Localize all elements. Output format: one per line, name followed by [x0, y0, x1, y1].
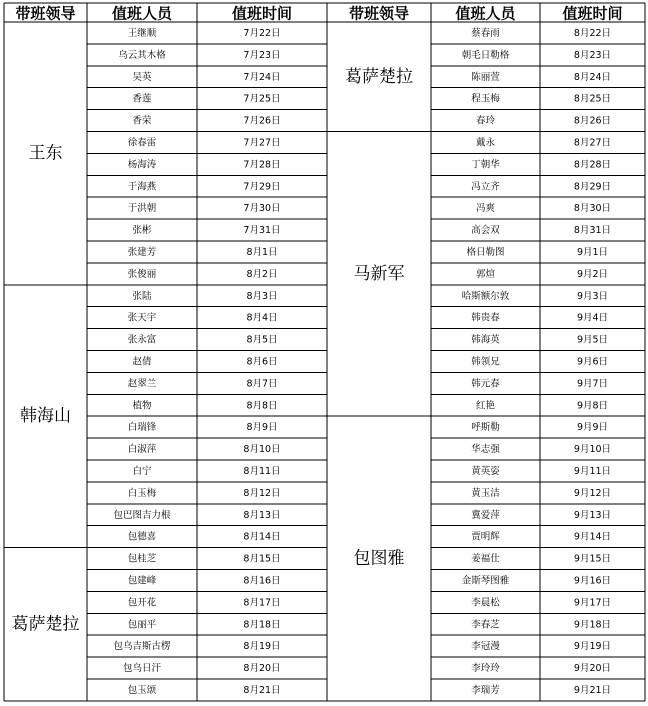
- right-duty-date: 9月10日: [573, 444, 612, 456]
- left-duty-date: 8月20日: [243, 663, 281, 675]
- left-duty-person: 张天宇: [127, 312, 157, 324]
- left-duty-person: 包丽平: [127, 619, 157, 631]
- left-duty-person: 张陆: [132, 290, 152, 302]
- right-duty-date: 8月29日: [573, 181, 612, 193]
- right-duty-date: 9月4日: [576, 312, 609, 324]
- left-duty-person: 杨海涛: [127, 159, 157, 171]
- left-duty-date: 7月29日: [243, 181, 281, 193]
- right-duty-person: 郭煊: [475, 268, 496, 280]
- left-duty-person: 香莲: [132, 93, 152, 105]
- left-duty-date: 8月21日: [243, 684, 281, 696]
- left-duty-person: 张俊丽: [127, 268, 157, 280]
- left-duty-person: 赵倩: [132, 356, 152, 368]
- right-duty-date: 9月5日: [576, 334, 609, 346]
- left-duty-date: 7月22日: [243, 27, 281, 39]
- right-duty-person: 李晨松: [471, 597, 500, 609]
- right-duty-date: 9月7日: [576, 378, 609, 390]
- right-duty-date: 8月22日: [573, 27, 612, 39]
- right-duty-date: 9月14日: [573, 531, 612, 543]
- right-duty-person: 华志强: [471, 444, 500, 456]
- left-duty-person: 于海燕: [127, 181, 157, 193]
- right-duty-date: 9月20日: [573, 663, 612, 675]
- right-duty-date: 9月15日: [573, 553, 612, 565]
- left-duty-person: 包开花: [127, 597, 157, 609]
- right-duty-person: 贾明辉: [471, 531, 500, 543]
- right-duty-date: 9月21日: [573, 684, 612, 696]
- left-duty-person: 赵翠兰: [127, 378, 157, 390]
- left-duty-date: 8月19日: [243, 641, 281, 653]
- right-duty-date: 8月27日: [573, 137, 612, 149]
- right-duty-person: 韩海英: [471, 334, 500, 346]
- left-duty-date: 8月15日: [243, 553, 281, 565]
- right-duty-date: 9月12日: [573, 487, 612, 499]
- right-duty-person: 韩贵春: [471, 312, 500, 324]
- left-duty-person: 白宁: [132, 465, 152, 477]
- left-duty-person: 王继顺: [127, 27, 157, 39]
- right-leader-name: 葛萨楚拉: [345, 66, 413, 87]
- right-duty-person: 程玉梅: [471, 93, 500, 105]
- right-duty-date: 9月18日: [573, 619, 612, 631]
- left-duty-date: 8月16日: [243, 575, 281, 587]
- left-duty-date: 8月8日: [246, 400, 278, 412]
- left-duty-person: 白玉梅: [127, 487, 157, 499]
- header-cell: 值班时间: [231, 4, 293, 23]
- right-duty-person: 朝毛日勒格: [461, 49, 510, 61]
- right-duty-date: 9月2日: [576, 268, 609, 280]
- right-duty-date: 9月16日: [573, 575, 612, 587]
- right-duty-date: 9月8日: [576, 400, 609, 412]
- left-duty-date: 8月12日: [243, 487, 281, 499]
- right-duty-person: 春玲: [475, 115, 496, 127]
- left-duty-person: 包玉颂: [127, 684, 157, 696]
- right-duty-date: 9月17日: [573, 597, 612, 609]
- right-duty-person: 李瑞芳: [471, 684, 500, 696]
- right-duty-person: 高会双: [471, 225, 500, 237]
- right-duty-date: 8月30日: [573, 203, 612, 215]
- right-duty-date: 8月31日: [573, 225, 612, 237]
- left-duty-person: 张彬: [132, 225, 152, 237]
- right-duty-date: 8月23日: [573, 49, 612, 61]
- right-duty-person: 韩元春: [471, 378, 500, 390]
- right-duty-person: 冯爽: [475, 203, 496, 215]
- right-duty-person: 陈丽萱: [471, 71, 500, 83]
- left-duty-person: 包桂芝: [127, 553, 157, 565]
- left-duty-person: 吴英: [132, 71, 152, 83]
- left-duty-date: 8月10日: [243, 444, 281, 456]
- header-cell: 值班人员: [455, 4, 516, 23]
- right-duty-person: 蔡春雨: [471, 27, 500, 39]
- right-leader-name: 马新军: [353, 263, 405, 284]
- left-duty-date: 8月5日: [246, 334, 278, 346]
- left-duty-date: 8月2日: [246, 268, 278, 280]
- left-duty-date: 8月3日: [246, 290, 278, 302]
- left-duty-date: 8月11日: [243, 465, 281, 477]
- left-duty-date: 7月24日: [243, 71, 281, 83]
- right-duty-person: 冯立齐: [471, 181, 500, 193]
- left-leader-name: 韩海山: [20, 406, 71, 427]
- left-duty-person: 白瑞锋: [127, 422, 157, 434]
- right-duty-person: 红艳: [475, 400, 496, 412]
- right-duty-person: 丁朝华: [471, 159, 500, 171]
- right-duty-date: 9月6日: [576, 356, 609, 368]
- right-duty-person: 姜福仕: [471, 553, 500, 565]
- left-duty-date: 8月1日: [246, 246, 278, 258]
- left-duty-person: 张永富: [127, 334, 157, 346]
- left-duty-date: 7月27日: [243, 137, 281, 149]
- left-duty-person: 于洪朝: [127, 203, 157, 215]
- left-duty-date: 7月25日: [243, 93, 281, 105]
- left-duty-date: 7月30日: [243, 203, 281, 215]
- left-duty-date: 8月17日: [243, 597, 281, 609]
- right-duty-person: 呼斯勒: [471, 422, 500, 434]
- right-duty-person: 格日勒图: [466, 246, 505, 258]
- right-duty-person: 黄玉洁: [471, 487, 500, 499]
- header-cell: 带班领导: [348, 4, 410, 23]
- right-duty-date: 8月28日: [573, 159, 612, 171]
- left-duty-date: 8月7日: [246, 378, 278, 390]
- left-duty-date: 8月9日: [246, 422, 278, 434]
- right-duty-date: 9月11日: [573, 465, 612, 477]
- left-duty-person: 包乌日汗: [122, 663, 162, 675]
- header-cell: 值班时间: [562, 4, 623, 23]
- left-leader-name: 王东: [28, 143, 63, 164]
- left-duty-person: 白淑萍: [127, 444, 157, 456]
- left-duty-date: 7月23日: [243, 49, 281, 61]
- left-duty-person: 徐春雷: [127, 137, 157, 149]
- left-duty-person: 包乌吉斯古楞: [113, 641, 171, 653]
- right-duty-date: 9月13日: [573, 509, 612, 521]
- left-duty-date: 7月26日: [243, 115, 281, 127]
- right-duty-date: 8月25日: [573, 93, 612, 105]
- right-duty-person: 戴永: [475, 137, 496, 149]
- left-duty-date: 8月14日: [243, 531, 281, 543]
- right-duty-date: 9月9日: [576, 422, 609, 434]
- right-duty-person: 金斯琴图雅: [461, 575, 510, 587]
- right-duty-person: 李冠漫: [471, 641, 500, 653]
- right-duty-person: 李玲玲: [471, 663, 500, 675]
- left-duty-person: 张建芳: [127, 246, 157, 258]
- left-duty-person: 香荣: [132, 115, 152, 127]
- right-duty-date: 9月3日: [576, 290, 609, 302]
- right-duty-date: 9月1日: [576, 246, 609, 258]
- left-duty-person: 乌云其木格: [118, 49, 166, 61]
- left-duty-date: 8月13日: [243, 509, 281, 521]
- left-duty-date: 8月4日: [246, 312, 278, 324]
- left-duty-person: 包德喜: [127, 531, 157, 543]
- right-duty-person: 哈斯额尔敦: [461, 290, 510, 302]
- left-duty-person: 植物: [132, 400, 152, 412]
- right-duty-date: 8月24日: [573, 71, 612, 83]
- left-duty-date: 7月31日: [243, 225, 281, 237]
- left-duty-date: 8月6日: [246, 356, 278, 368]
- right-duty-date: 8月26日: [573, 115, 612, 127]
- header-cell: 值班人员: [111, 4, 173, 23]
- header-cell: 带班领导: [15, 4, 76, 23]
- left-leader-name: 葛萨楚拉: [11, 614, 80, 635]
- left-duty-date: 8月18日: [243, 619, 281, 631]
- right-duty-date: 9月19日: [573, 641, 612, 653]
- left-duty-date: 7月28日: [243, 159, 281, 171]
- left-duty-person: 包建峰: [127, 575, 157, 587]
- right-leader-name: 包图雅: [353, 548, 405, 569]
- left-duty-person: 包巴图吉力根: [113, 509, 171, 521]
- right-duty-person: 黄英姿: [471, 465, 500, 477]
- right-duty-person: 韩领兄: [471, 356, 500, 368]
- right-duty-person: 冀爱萍: [471, 509, 500, 521]
- right-duty-person: 李春芝: [471, 619, 500, 631]
